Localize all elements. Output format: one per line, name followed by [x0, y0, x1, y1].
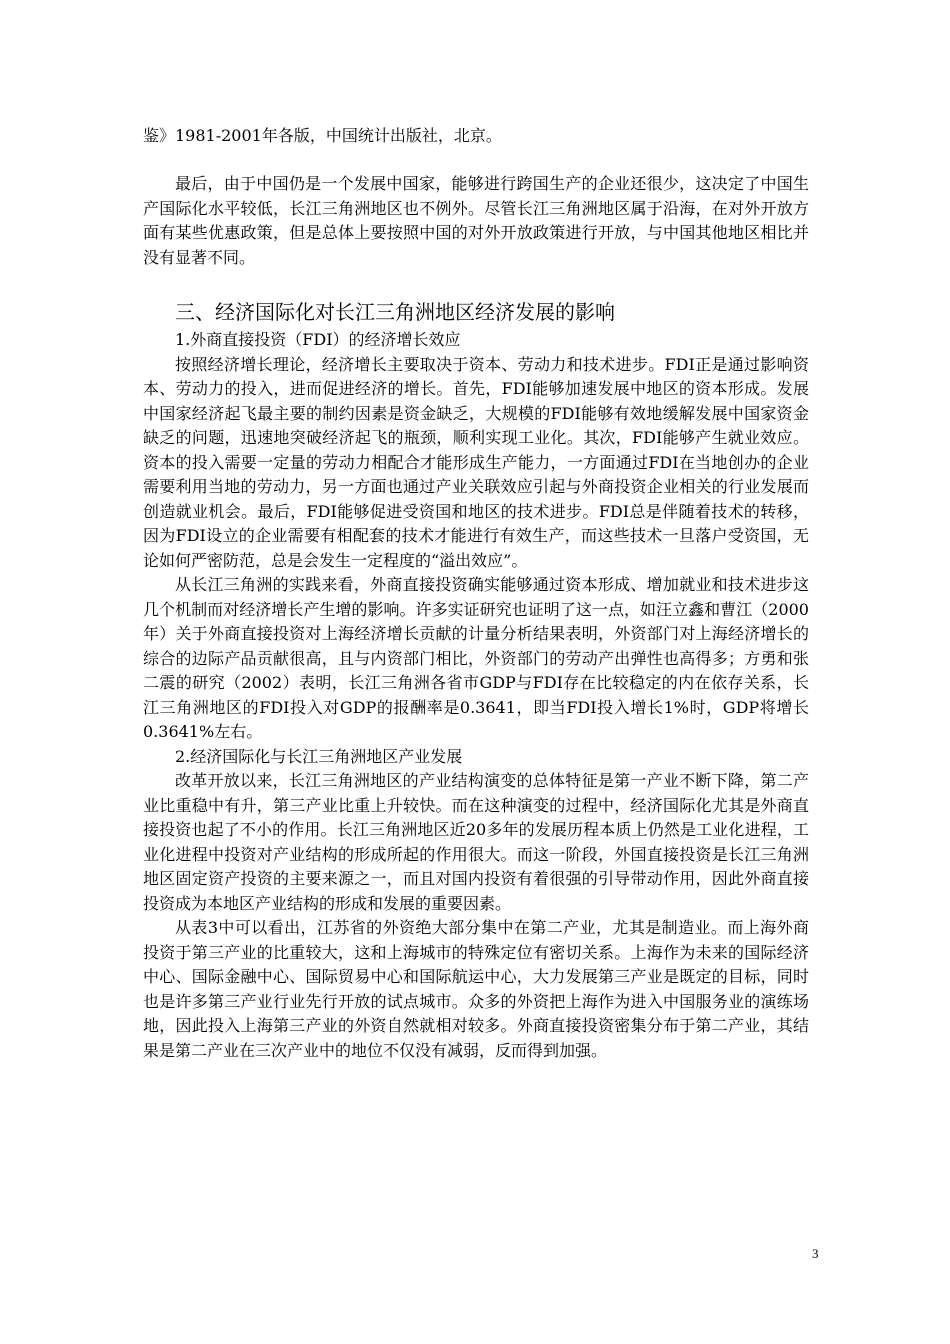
- subhead-industry: 2.经济国际化与长江三角洲地区产业发展: [175, 746, 463, 766]
- paragraph-final: 最后，由于中国仍是一个发展中国家，能够进行跨国生产的企业还很少，这决定了中国生产国际化水平较低，长江三角洲地区也不例外。尽管长江三角洲地区属于沿海，在对外开放方面有某些优惠政策，但是总体上要按照中国的对外开放政策进行开放，与中国其他地区相比并没有显著不同。: [143, 174, 809, 267]
- paragraph-fdi-theory: 按照经济增长理论，经济增长主要取决于资本、劳动力和技术进步。FDI正是通过影响资本、劳动力的投入，进而促进经济的增长。首先，FDI能够加速发展中地区的资本形成。发展中国家经济起飞最主要的制约因素是资金缺乏，大规模的FDI能够有效地缓解发展中国家资金缺乏的问题，迅速地突破经济起飞的瓶颈，顺利实现工业化。其次，FDI能够产生就业效应。资本的投入需要一定量的劳动力相配合才能形成生产能力，一方面通过FDI在当地创办的企业需要利用当地的劳动力，另一方面也通过产业关联效应引起与外商投资企业相关的行业发展而创造就业机会。最后，FDI能够促进受资国和地区的技术进步。FDI总是伴随着技术的转移，因为FDI设立的企业需要有相配套的技术才能进行有效生产，而这些技术一旦落户受资国，无论如何严密防范，总是会发生一定程度的“溢出效应”。: [143, 354, 809, 570]
- section-title: 三、经济国际化对长江三角洲地区经济发展的影响: [175, 300, 615, 324]
- paragraph-fdi-practice: 从长江三角洲的实践来看，外商直接投资确实能够通过资本形成、增加就业和技术进步这几个机制而对经济增长产生增的影响。许多实证研究也证明了这一点，如汪立鑫和曹江（2000年）关于外商直接投资对上海经济增长贡献的计量分析结果表明，外资部门对上海经济增长的综合的边际产品贡献很高，且与内资部门相比，外资部门的劳动产出弹性也高得多；方勇和张二震的研究（2002）表明，长江三角洲各省市GDP与FDI存在比较稳定的内在依存关系，长江三角洲地区的FDI投入对GDP的报酬率是0.3641，即当FDI投入增长1%时，GDP将增长0.3641%左右。: [143, 575, 809, 741]
- subhead-fdi-growth: 1.外商直接投资（FDI）的经济增长效应: [175, 330, 461, 349]
- source-note: 鉴》1981-2001年各版，中国统计出版社，北京。: [143, 126, 502, 145]
- spacer: [143, 148, 809, 172]
- spacer: [143, 270, 809, 298]
- paragraph-industry-structure: 改革开放以来，长江三角洲地区的产业结构演变的总体特征是第一产业不断下降，第二产业比重稳中有升，第三产业比重上升较快。而在这种演变的过程中，经济国际化尤其是外商直接投资也起了不小的作用。长江三角洲地区近20多年的发展历程本质上仍然是工业化进程，工业化进程中投资对产业结构的形成所起的作用很大。而这一阶段，外国直接投资是长江三角洲地区固定资产投资的主要来源之一，而且对国内投资有着很强的引导带动作用，因此外商直接投资成为本地区产业结构的形成和发展的重要因素。: [143, 771, 809, 913]
- paragraph-table-3: 从表3中可以看出，江苏省的外资绝大部分集中在第二产业，尤其是制造业。而上海外商投资于第三产业的比重较大，这和上海城市的特殊定位有密切关系。上海作为未来的国际经济中心、国际金融中心、国际贸易中心和国际航运中心，大力发展第三产业是既定的目标，同时也是许多第三产业行业先行开放的试点城市。众多的外资把上海作为进入中国服务业的演练场地，因此投入上海第三产业的外资自然就相对较多。外商直接投资密集分布于第二产业，其结果是第二产业在三次产业中的地位不仅没有减弱，反而得到加强。: [143, 918, 809, 1060]
- page-number: 3: [812, 1246, 819, 1261]
- document-body: [143, 124, 809, 1063]
